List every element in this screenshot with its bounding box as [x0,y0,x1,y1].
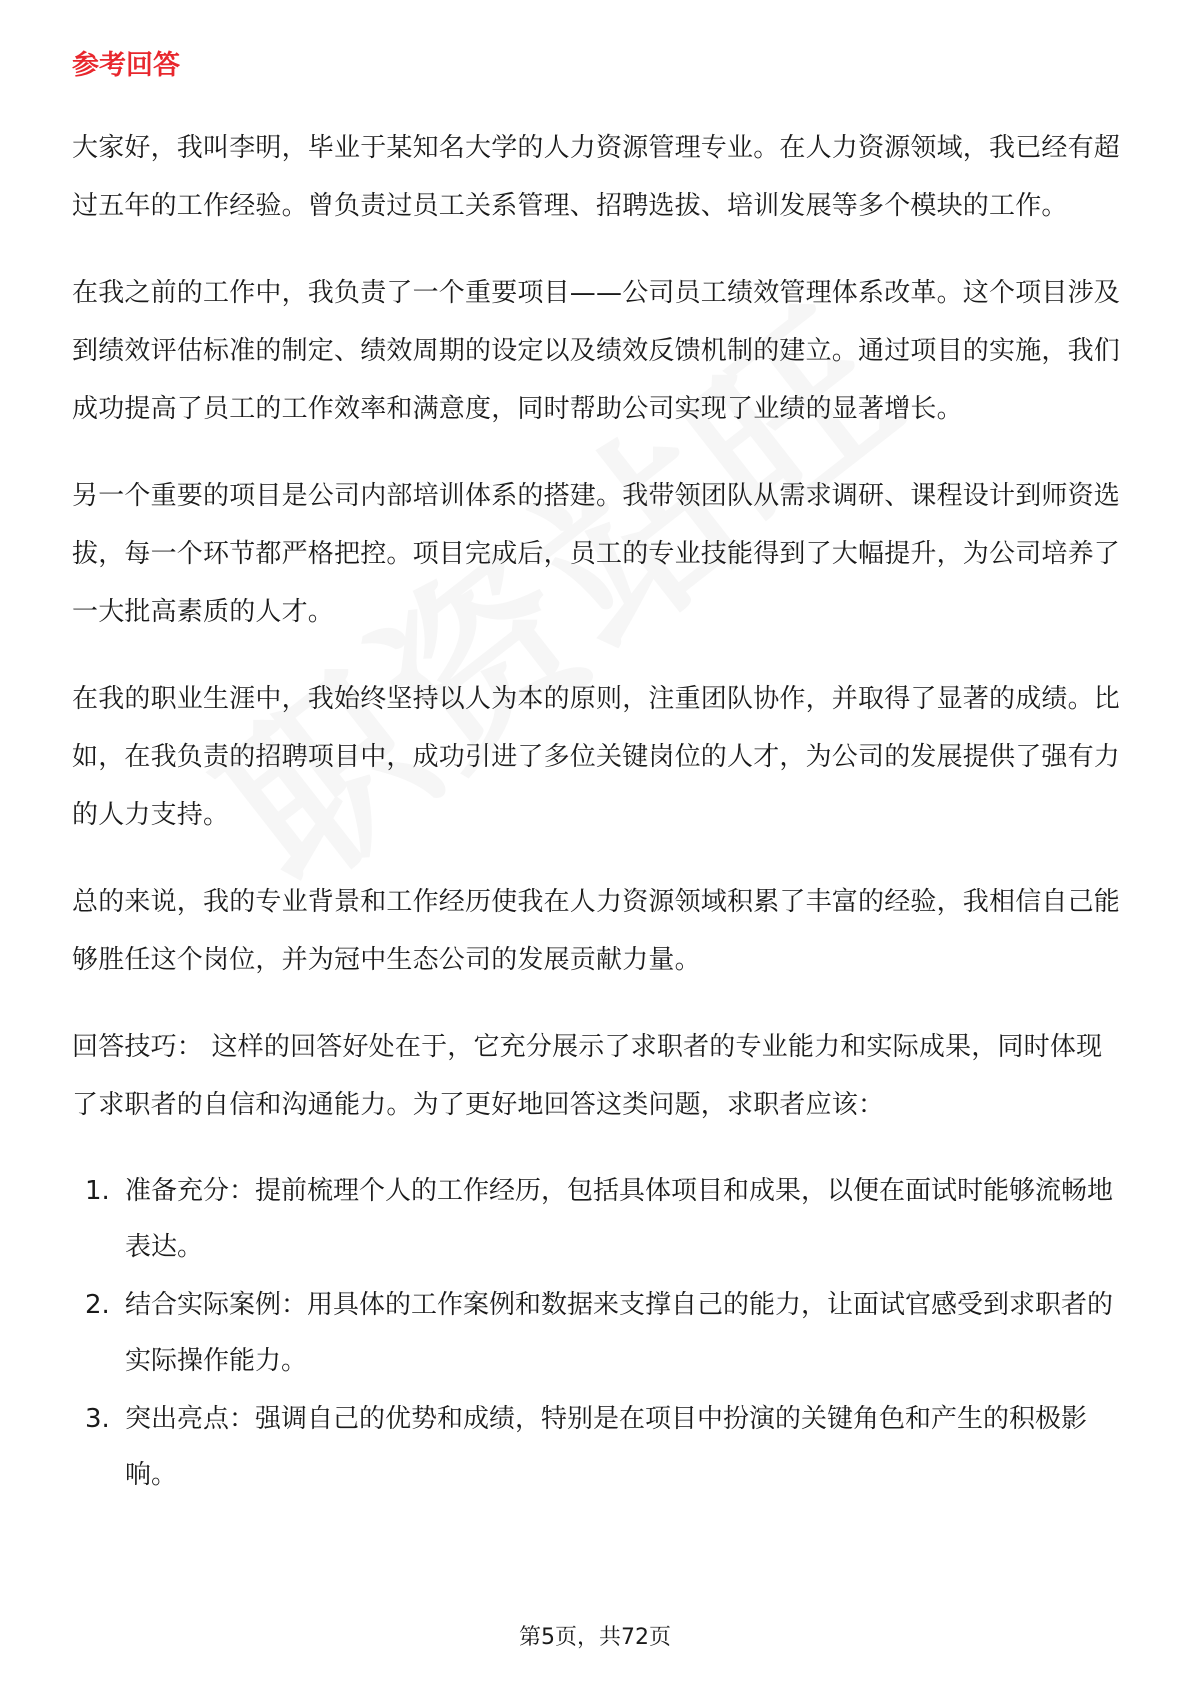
list-item-text: 结合实际案例：用具体的工作案例和数据来支撑自己的能力，让面试官感受到求职者的实际操作能力。 [125,1289,1114,1376]
section-title: 参考回答 [72,50,180,81]
paragraph-career: 在我的职业生涯中，我始终坚持以人为本的原则，注重团队协作，并取得了显著的成绩。比如，在我负责的招聘项目中，成功引进了多位关键岗位的人才，为公司的发展提供了强有力的人力支持。 [72,683,1121,830]
paragraph-summary: 总的来说，我的专业背景和工作经历使我在人力资源领域积累了丰富的经验，我相信自己能够胜任这个岗位，并为冠中生态公司的发展贡献力量。 [72,886,1121,975]
paragraph-tips-intro: 回答技巧： 这样的回答好处在于，它充分展示了求职者的专业能力和实际成果，同时体现了求职者的自信和沟通能力。为了更好地回答这类问题，求职者应该： [72,1031,1103,1120]
list-item-number: 3. [85,1403,110,1434]
paragraph-performance-project: 在我之前的工作中，我负责了一个重要项目——公司员工绩效管理体系改革。这个项目涉及到绩效评估标准的制定、绩效周期的设定以及绩效反馈机制的建立。通过项目的实施，我们成功提高了员工的工作效率和满意度，同时帮助公司实现了业绩的显著增长。 [72,277,1121,424]
tips-list [72,1163,1122,1503]
list-item [72,1163,1122,1275]
list-item [72,1277,1122,1389]
list-item-text: 突出亮点：强调自己的优势和成绩，特别是在项目中扮演的关键角色和产生的积极影响。 [125,1403,1088,1490]
list-item-text: 准备充分：提前梳理个人的工作经历，包括具体项目和成果，以便在面试时能够流畅地表达。 [125,1175,1114,1262]
page-content [72,46,1122,1505]
paragraph-intro: 大家好，我叫李明，毕业于某知名大学的人力资源管理专业。在人力资源领域，我已经有超过五年的工作经验。曾负责过员工关系管理、招聘选拔、培训发展等多个模块的工作。 [72,132,1121,221]
paragraph-training-project: 另一个重要的项目是公司内部培训体系的搭建。我带领团队从需求调研、课程设计到师资选拔，每一个环节都严格把控。项目完成后，员工的专业技能得到了大幅提升，为公司培养了一大批高素质的人才。 [72,480,1121,627]
page-number-footer: 第5页，共72页 [519,1625,671,1650]
list-item [72,1391,1122,1503]
list-item-number: 2. [85,1289,110,1320]
list-item-number: 1. [85,1175,110,1206]
